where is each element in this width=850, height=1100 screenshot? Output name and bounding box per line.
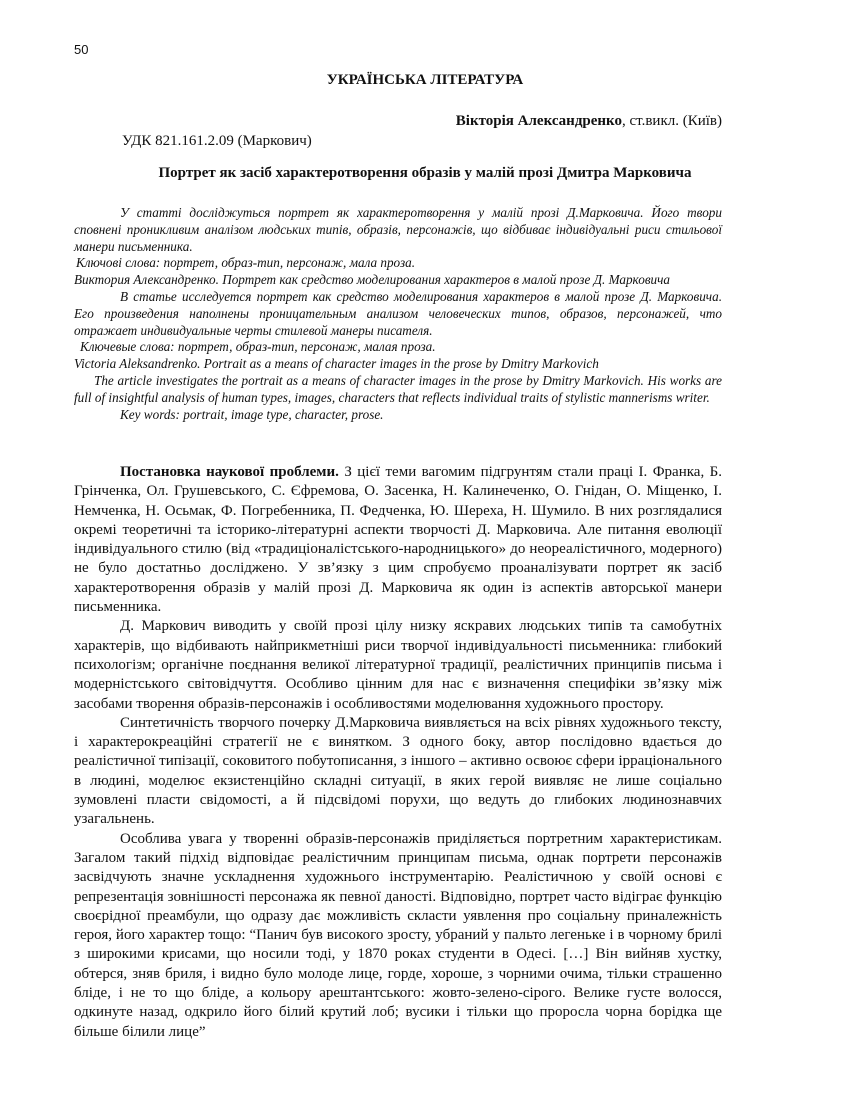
keywords-uk: Ключові слова: портрет, образ-тип, персонаж, мала проза. — [76, 255, 416, 271]
body-paragraph-3: Синтетичність творчого почерку Д.Марковича виявляється на всіх рівнях художнього тексту, і характерокреаційні стратегії не є винятком. З одного боку, автор послідовно вдається до реалістичної типізації, соковитого побутописання, з іншого – активно освоює сфери ірраціонального в людині, моделює екзистенційно складні ситуації, в яких герой виявляє не лише соціально зумовлені пласти свідомості, а й підсвідомі порухи, що ведуть до глибоких людинознавчих узагальнень. — [74, 714, 722, 828]
keywords-ru: Ключевые слова: портрет, образ-тип, персонаж, малая проза. — [80, 339, 436, 355]
problem-heading: Постановка наукової проблеми. — [120, 464, 339, 480]
author-affiliation: , ст.викл. (Київ) — [622, 113, 722, 129]
author-line — [456, 113, 722, 130]
page-number: 50 — [74, 42, 89, 57]
abstract-uk: У статті досліджуться портрет як характеротворення у малій прозі Д.Марковича. Його твори сповнені проникливим аналізом людських типів, образів, персонажів, що відбиває індивідуальні риси стильової манери письменника. — [74, 205, 722, 254]
abstract-en: The article investigates the portrait as a means of character images in the prose by Dmitry Markovich. His works are full of insightful analysis of human types, images, characters that reflects individual traits of stylistic mannerisms writer. — [74, 372, 722, 405]
article-body — [74, 463, 722, 1042]
body-paragraph-4: Особлива увага у творенні образів-персонажів приділяється портретним характеристикам. Загалом такий підхід відповідає реалістичним принципам письма, однак портрети персонажів засвідчують значне ускладнення художнього інструментарію. Реалістичною у своїй основі є репрезентація зовнішності персонажа як певної даності. Відповідно, портрет часто відіграє функцію своєрідної преамбули, що одразу дає можливість скласти уявлення про соціальну приналежність героя, його характер тощо: “Панич був високого зросту, убраний у пальто легеньке і в чорному брилі з широкими крисами, що носили тоді, у 1870 роках студенти в Одесі. […] Він вийняв хустку, обтерся, зняв бриля, і видно було молоде лице, горде, хороше, з чорними очима, тільки страшенно бліде, і не то що бліде, а кольору арештантського: жовто-зелено-сірого. Велике густе волосся, одкинуте назад, одкрило його білий крутий лоб; вусики і тільки що проросла чорна борідка ще більше білили лице” — [74, 830, 722, 1040]
article-title: Портрет як засіб характеротворення образів у малій прозі Дмитра Марковича — [158, 165, 692, 181]
body-paragraph-2: Д. Маркович виводить у своїй прозі цілу низку яскравих людських типів та самобутніх характерів, що відбивають найприкметніші риси творчої індивідуальності письменника: глибокий психологізм; органічне поєднання великої літературної традиції, реалістичних принципів письма і модерністського світовідчуття. Особливо цінним для нас є визначення специфіки зв’язку між засобами творення образів-персонажів і особливостями моделювання художнього простору. — [74, 618, 722, 712]
section-title: УКРАЇНСЬКА ЛІТЕРАТУРА — [326, 72, 524, 88]
author-name: Вікторія Александренко — [455, 113, 622, 129]
body-paragraph-1 — [74, 463, 722, 617]
abstract-ru: В статье исследуется портрет как средство моделирования характеров в малой прозе Д. Марковича. Его произведения наполнены проницательным анализом человеческих типов, образов, персонажей, что отражает индивидуальные черты стилевой манеры писателя. — [74, 288, 722, 338]
abstract-block — [74, 205, 722, 423]
udk-code: УДК 821.161.2.09 (Маркович) — [122, 133, 312, 149]
abstract-en-header: Victoria Aleksandrenko. Portrait as a means of character images in the prose by Dmitry Markovich — [74, 356, 599, 372]
body-paragraph-1-text: З цієї теми вагомим підгрунтям стали праці І. Франка, Б. Грінченка, Ол. Грушевського, С. Єфремова, О. Засенка, Н. Калинеченко, О. Гнідан, О. Міщенко, І. Немченка, Н. Осьмак, Ф. Погребенника, П. Федченка, Ю. Шереха, Н. Шумило. В них розглядалися окремі теоретичні та історико-літературні аспекти творчості Д. Марковича. Але питання еволюції індивідуального стилю (від «традиціоналістського-народницького» до неореалістичного, модерного) не було достатньо досліджено. У зв’язку з цим спробуємо проаналізувати портрет як засіб характеротворення образів у малій прозі Д. Марковича як один із аспектів авторської манери письменника. — [74, 464, 722, 616]
abstract-ru-header: Виктория Александренко. Портрет как средство моделирования характеров в малой прозе Д. Марковича — [74, 272, 671, 288]
keywords-en: Key words: portrait, image type, character, prose. — [120, 406, 384, 422]
